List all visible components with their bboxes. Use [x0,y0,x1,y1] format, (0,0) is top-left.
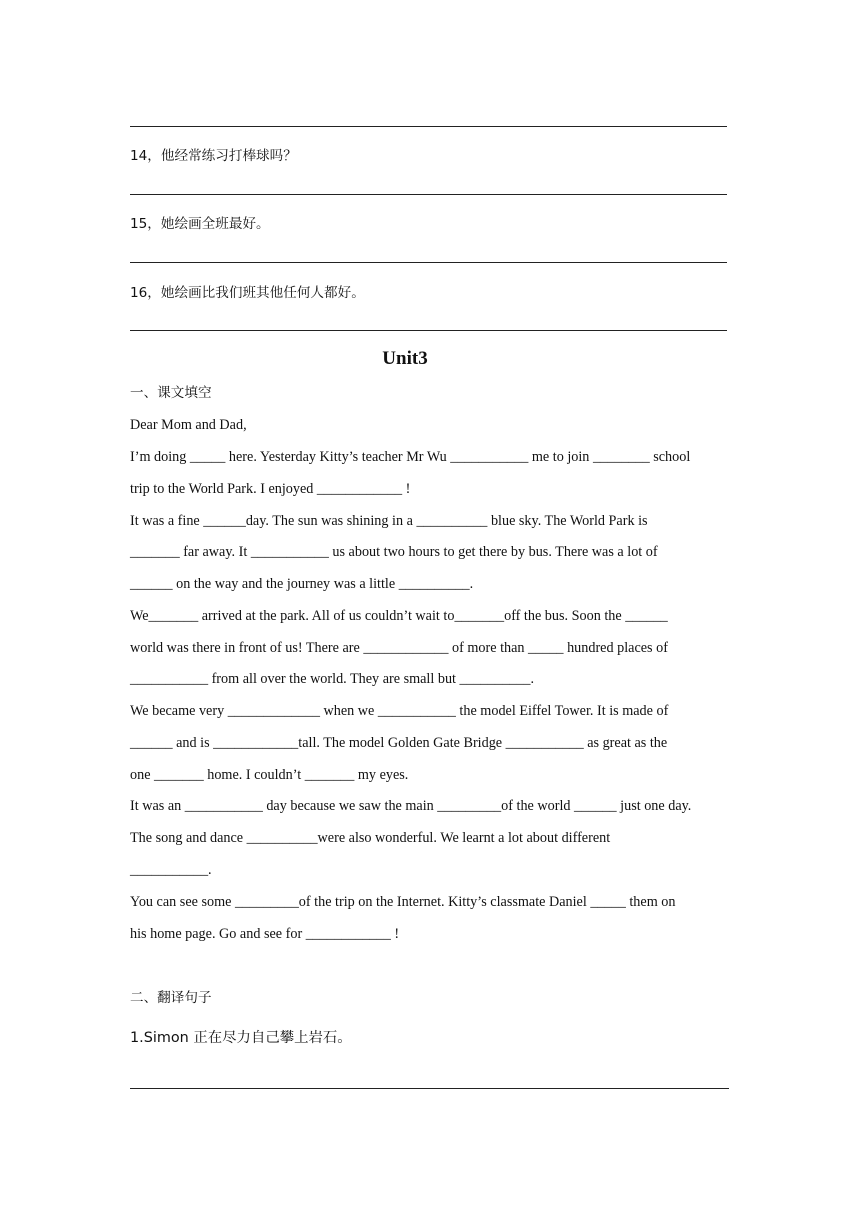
passage-line: I’m doing _____ here. Yesterday Kitty’s teacher Mr Wu ___________ me to join ________ school [130,449,691,465]
answer-line [130,126,727,127]
question-14: 14，他经常练习打棒球吗？ [130,148,297,164]
passage-line: one _______ home. I couldn’t _______ my eyes. [130,767,409,783]
answer-line [130,262,727,263]
passage-line: ______ and is ____________tall. The model Golden Gate Bridge ___________ as great as the [130,735,668,751]
question-16: 16，她绘画比我们班其他任何人都好。 [130,285,365,301]
passage-line: ______ on the way and the journey was a little __________. [130,576,474,592]
answer-line [130,330,727,331]
section-heading-translate: 二、翻译句子 [130,990,212,1006]
passage-line: You can see some _________of the trip on the Internet. Kitty’s classmate Daniel _____ them on [130,894,676,910]
passage-line: world was there in front of us! There are ____________ of more than _____ hundred places of [130,640,668,656]
passage-line: We_______ arrived at the park. All of us couldn’t wait to_______off the bus. Soon the ______ [130,608,668,624]
section-heading-fill-in: 一、课文填空 [130,385,212,401]
passage-line: trip to the World Park. I enjoyed ____________ ! [130,481,411,497]
passage-line: _______ far away. It ___________ us about two hours to get there by bus. There was a lot of [130,544,658,560]
passage-line: The song and dance __________were also wonderful. We learnt a lot about different [130,830,611,846]
passage-line: It was a fine ______day. The sun was shining in a __________ blue sky. The World Park is [130,513,648,529]
passage-line: his home page. Go and see for ____________ ! [130,926,400,942]
passage-line: It was an ___________ day because we saw the main _________of the world ______ just one day. [130,798,692,814]
passage-line: ___________. [130,862,212,878]
answer-line [130,1088,729,1089]
translate-question-1: 1.Simon 正在尽力自己攀上岩石。 [130,1030,352,1046]
question-15: 15，她绘画全班最好。 [130,216,270,232]
answer-line [130,194,727,195]
unit-title: Unit3 [382,348,428,369]
passage-line: We became very _____________ when we ___________ the model Eiffel Tower. It is made of [130,703,669,719]
passage-line: Dear Mom and Dad, [130,417,247,433]
passage-line: ___________ from all over the world. They are small but __________. [130,671,535,687]
